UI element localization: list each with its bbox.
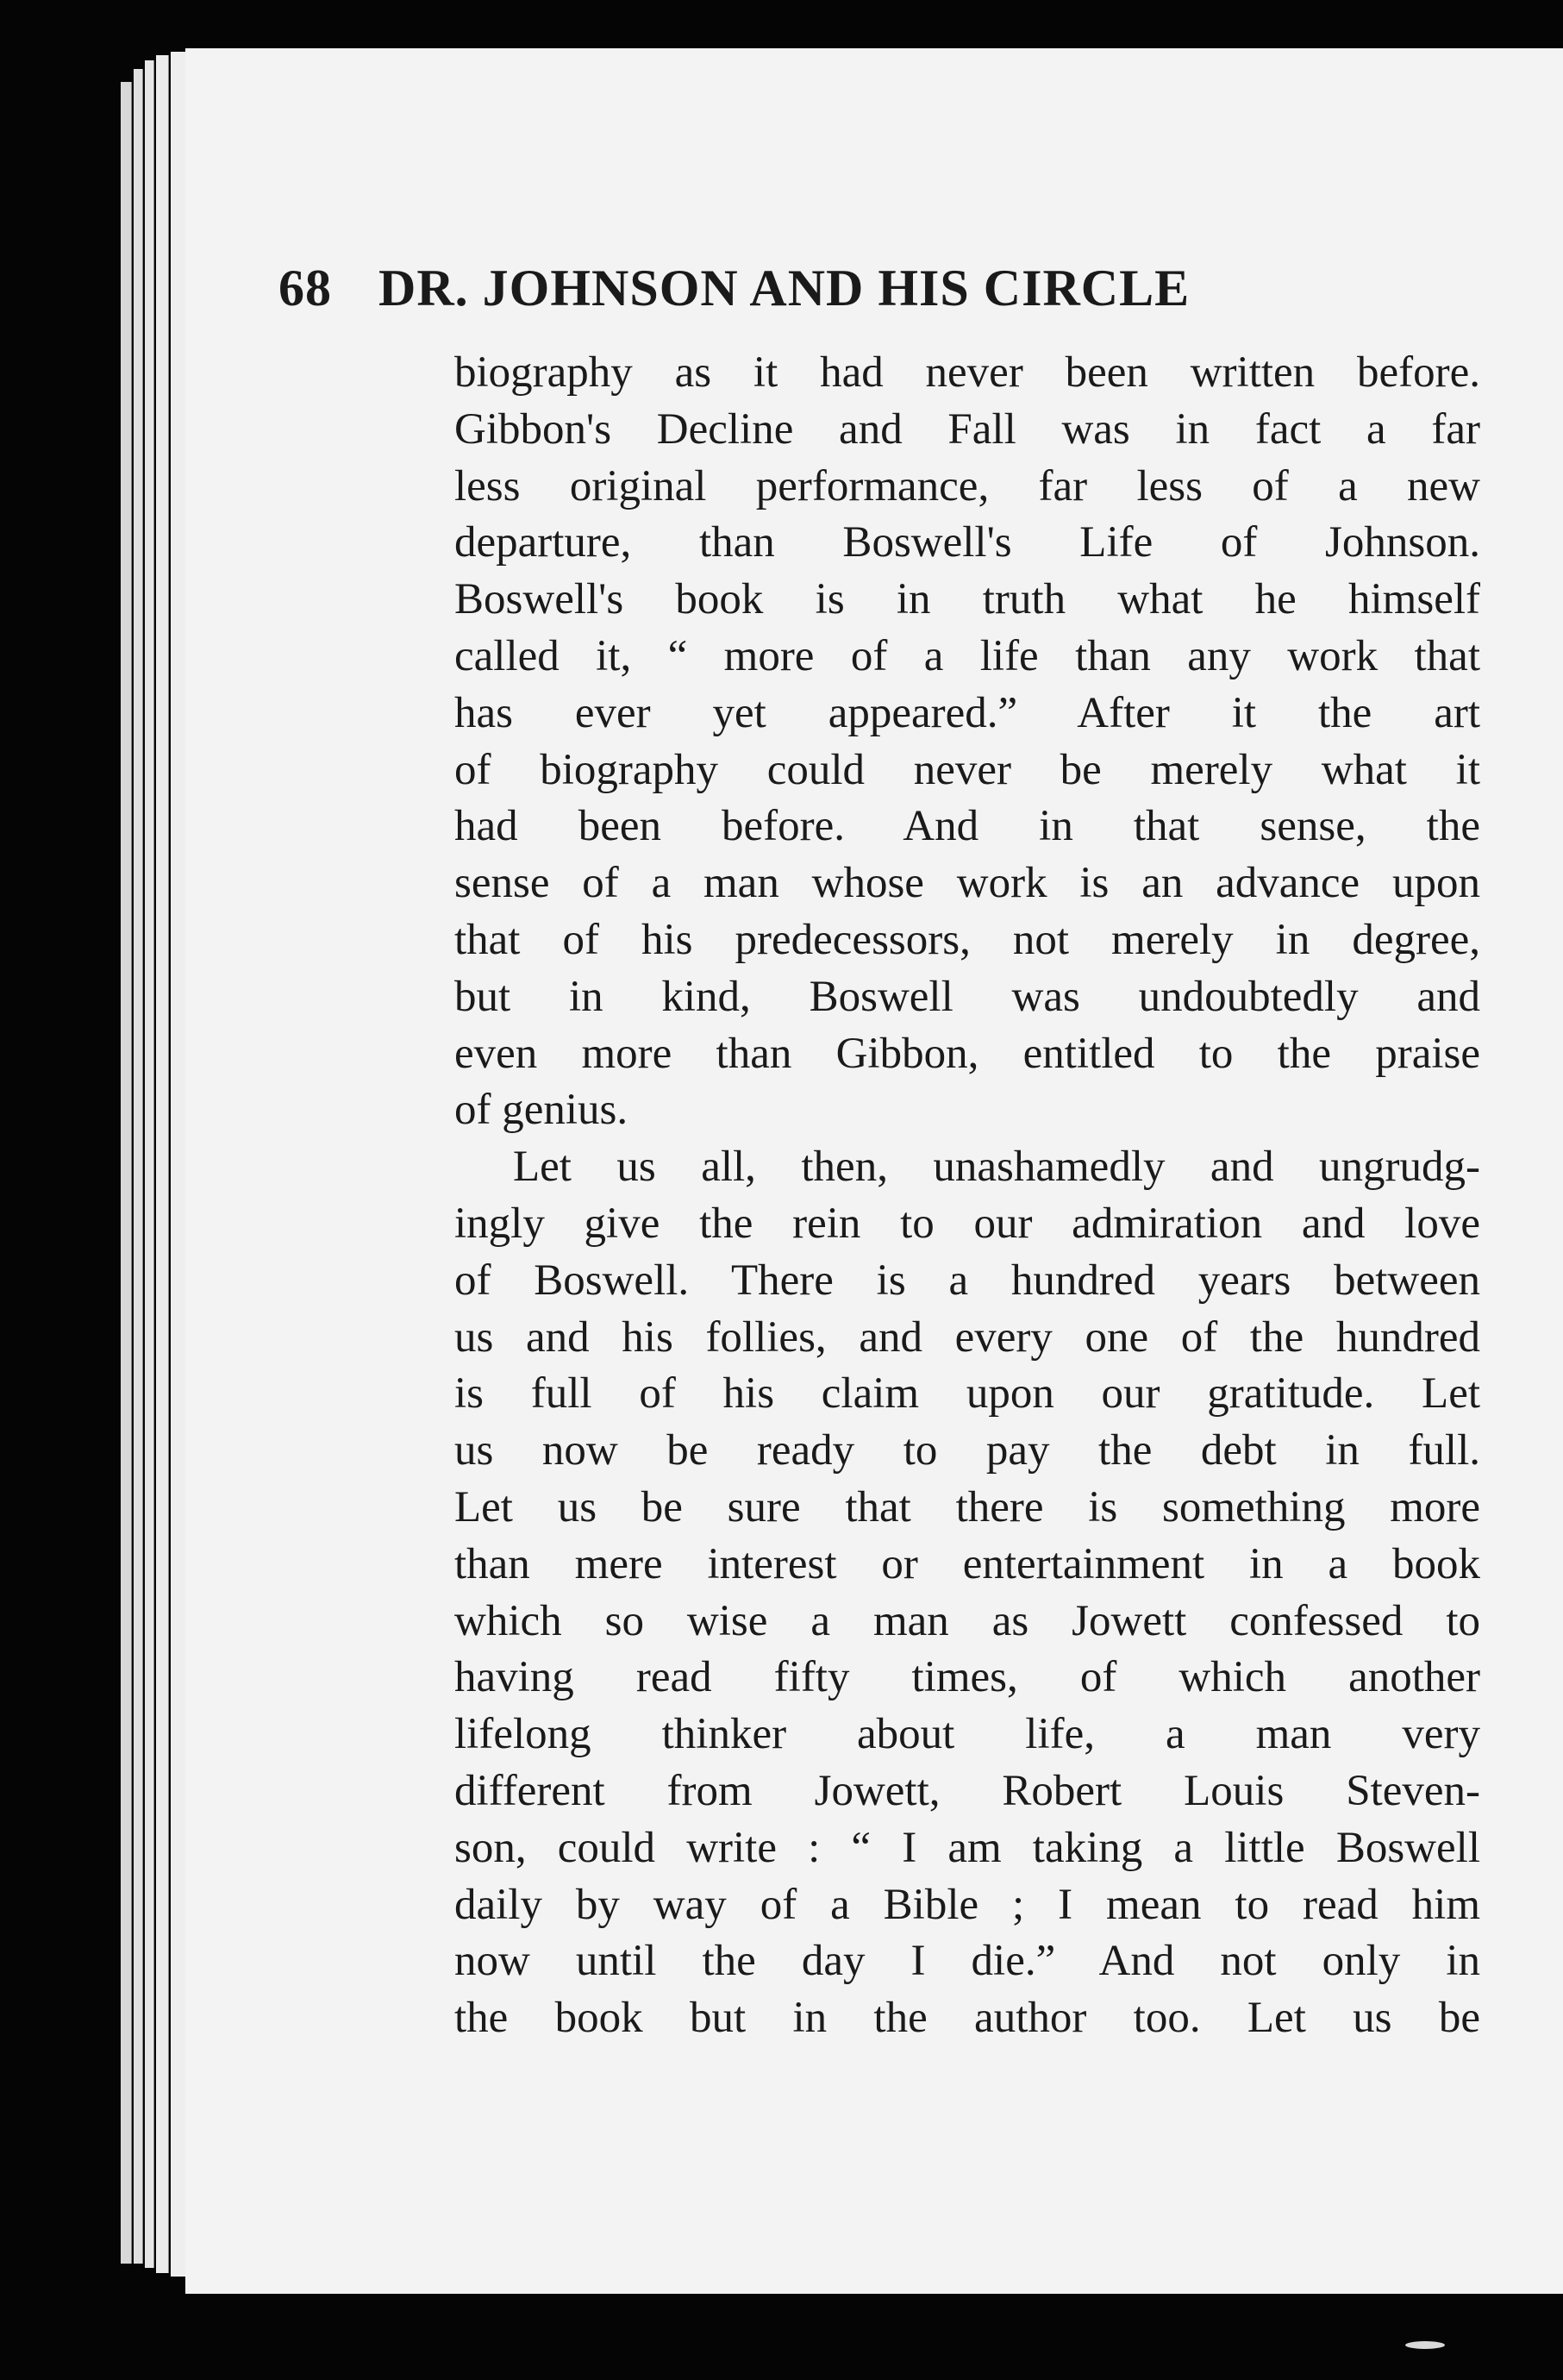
- text-line: Boswell's book is in truth what he himself: [454, 575, 1480, 624]
- text-line: even more than Gibbon, entitled to the praise: [454, 1029, 1480, 1078]
- text-line: less original performance, far less of a new: [454, 461, 1480, 510]
- text-line: of Boswell. There is a hundred years between: [454, 1256, 1480, 1305]
- text-line: Gibbon's Decline and Fall was in fact a far: [454, 404, 1480, 454]
- text-line: that of his predecessors, not merely in degree,: [454, 915, 1480, 964]
- text-line: the book but in the author too. Let us be: [454, 1994, 1480, 2043]
- running-title: DR. JOHNSON AND HIS CIRCLE: [378, 260, 1191, 316]
- body-text: [454, 345, 1480, 2047]
- text-line: Let us all, then, unashamedly and ungrudg-: [513, 1143, 1480, 1192]
- text-line: has ever yet appeared.” After it the art: [454, 688, 1480, 737]
- text-line: which so wise a man as Jowett confessed to: [454, 1596, 1480, 1645]
- scan-artifact: [1405, 2341, 1445, 2349]
- text-line: son, could write : “ I am taking a little Boswell: [454, 1823, 1480, 1872]
- text-line: than mere interest or entertainment in a book: [454, 1539, 1480, 1588]
- text-line: Let us be sure that there is something more: [454, 1482, 1480, 1531]
- page-edge: [145, 60, 154, 2268]
- text-line: sense of a man whose work is an advance upon: [454, 859, 1480, 908]
- page-edge: [121, 82, 132, 2264]
- text-line: of biography could never be merely what it: [454, 745, 1480, 794]
- text-line: of genius.: [454, 1086, 628, 1135]
- text-line: daily by way of a Bible ; I mean to read him: [454, 1880, 1480, 1929]
- text-line: but in kind, Boswell was undoubtedly and: [454, 972, 1480, 1021]
- page-edge: [134, 69, 143, 2264]
- text-line: lifelong thinker about life, a man very: [454, 1710, 1480, 1759]
- text-line: ingly give the rein to our admiration and love: [454, 1199, 1480, 1248]
- text-line: had been before. And in that sense, the: [454, 802, 1480, 851]
- page-header: [278, 259, 1468, 336]
- text-line: departure, than Boswell's Life of Johnson.: [454, 518, 1480, 567]
- page-number: 68: [278, 260, 332, 316]
- text-line: having read fifty times, of which another: [454, 1653, 1480, 1702]
- text-line: us now be ready to pay the debt in full.: [454, 1426, 1480, 1475]
- page-edge: [156, 55, 169, 2273]
- text-line: us and his follies, and every one of the hundred: [454, 1312, 1480, 1362]
- text-line: called it, “ more of a life than any work that: [454, 631, 1480, 680]
- text-line: is full of his claim upon our gratitude. Let: [454, 1369, 1480, 1419]
- text-line: different from Jowett, Robert Louis Steven-: [454, 1766, 1480, 1815]
- text-line: biography as it had never been written before.: [454, 348, 1480, 397]
- text-line: now until the day I die.” And not only in: [454, 1937, 1480, 1986]
